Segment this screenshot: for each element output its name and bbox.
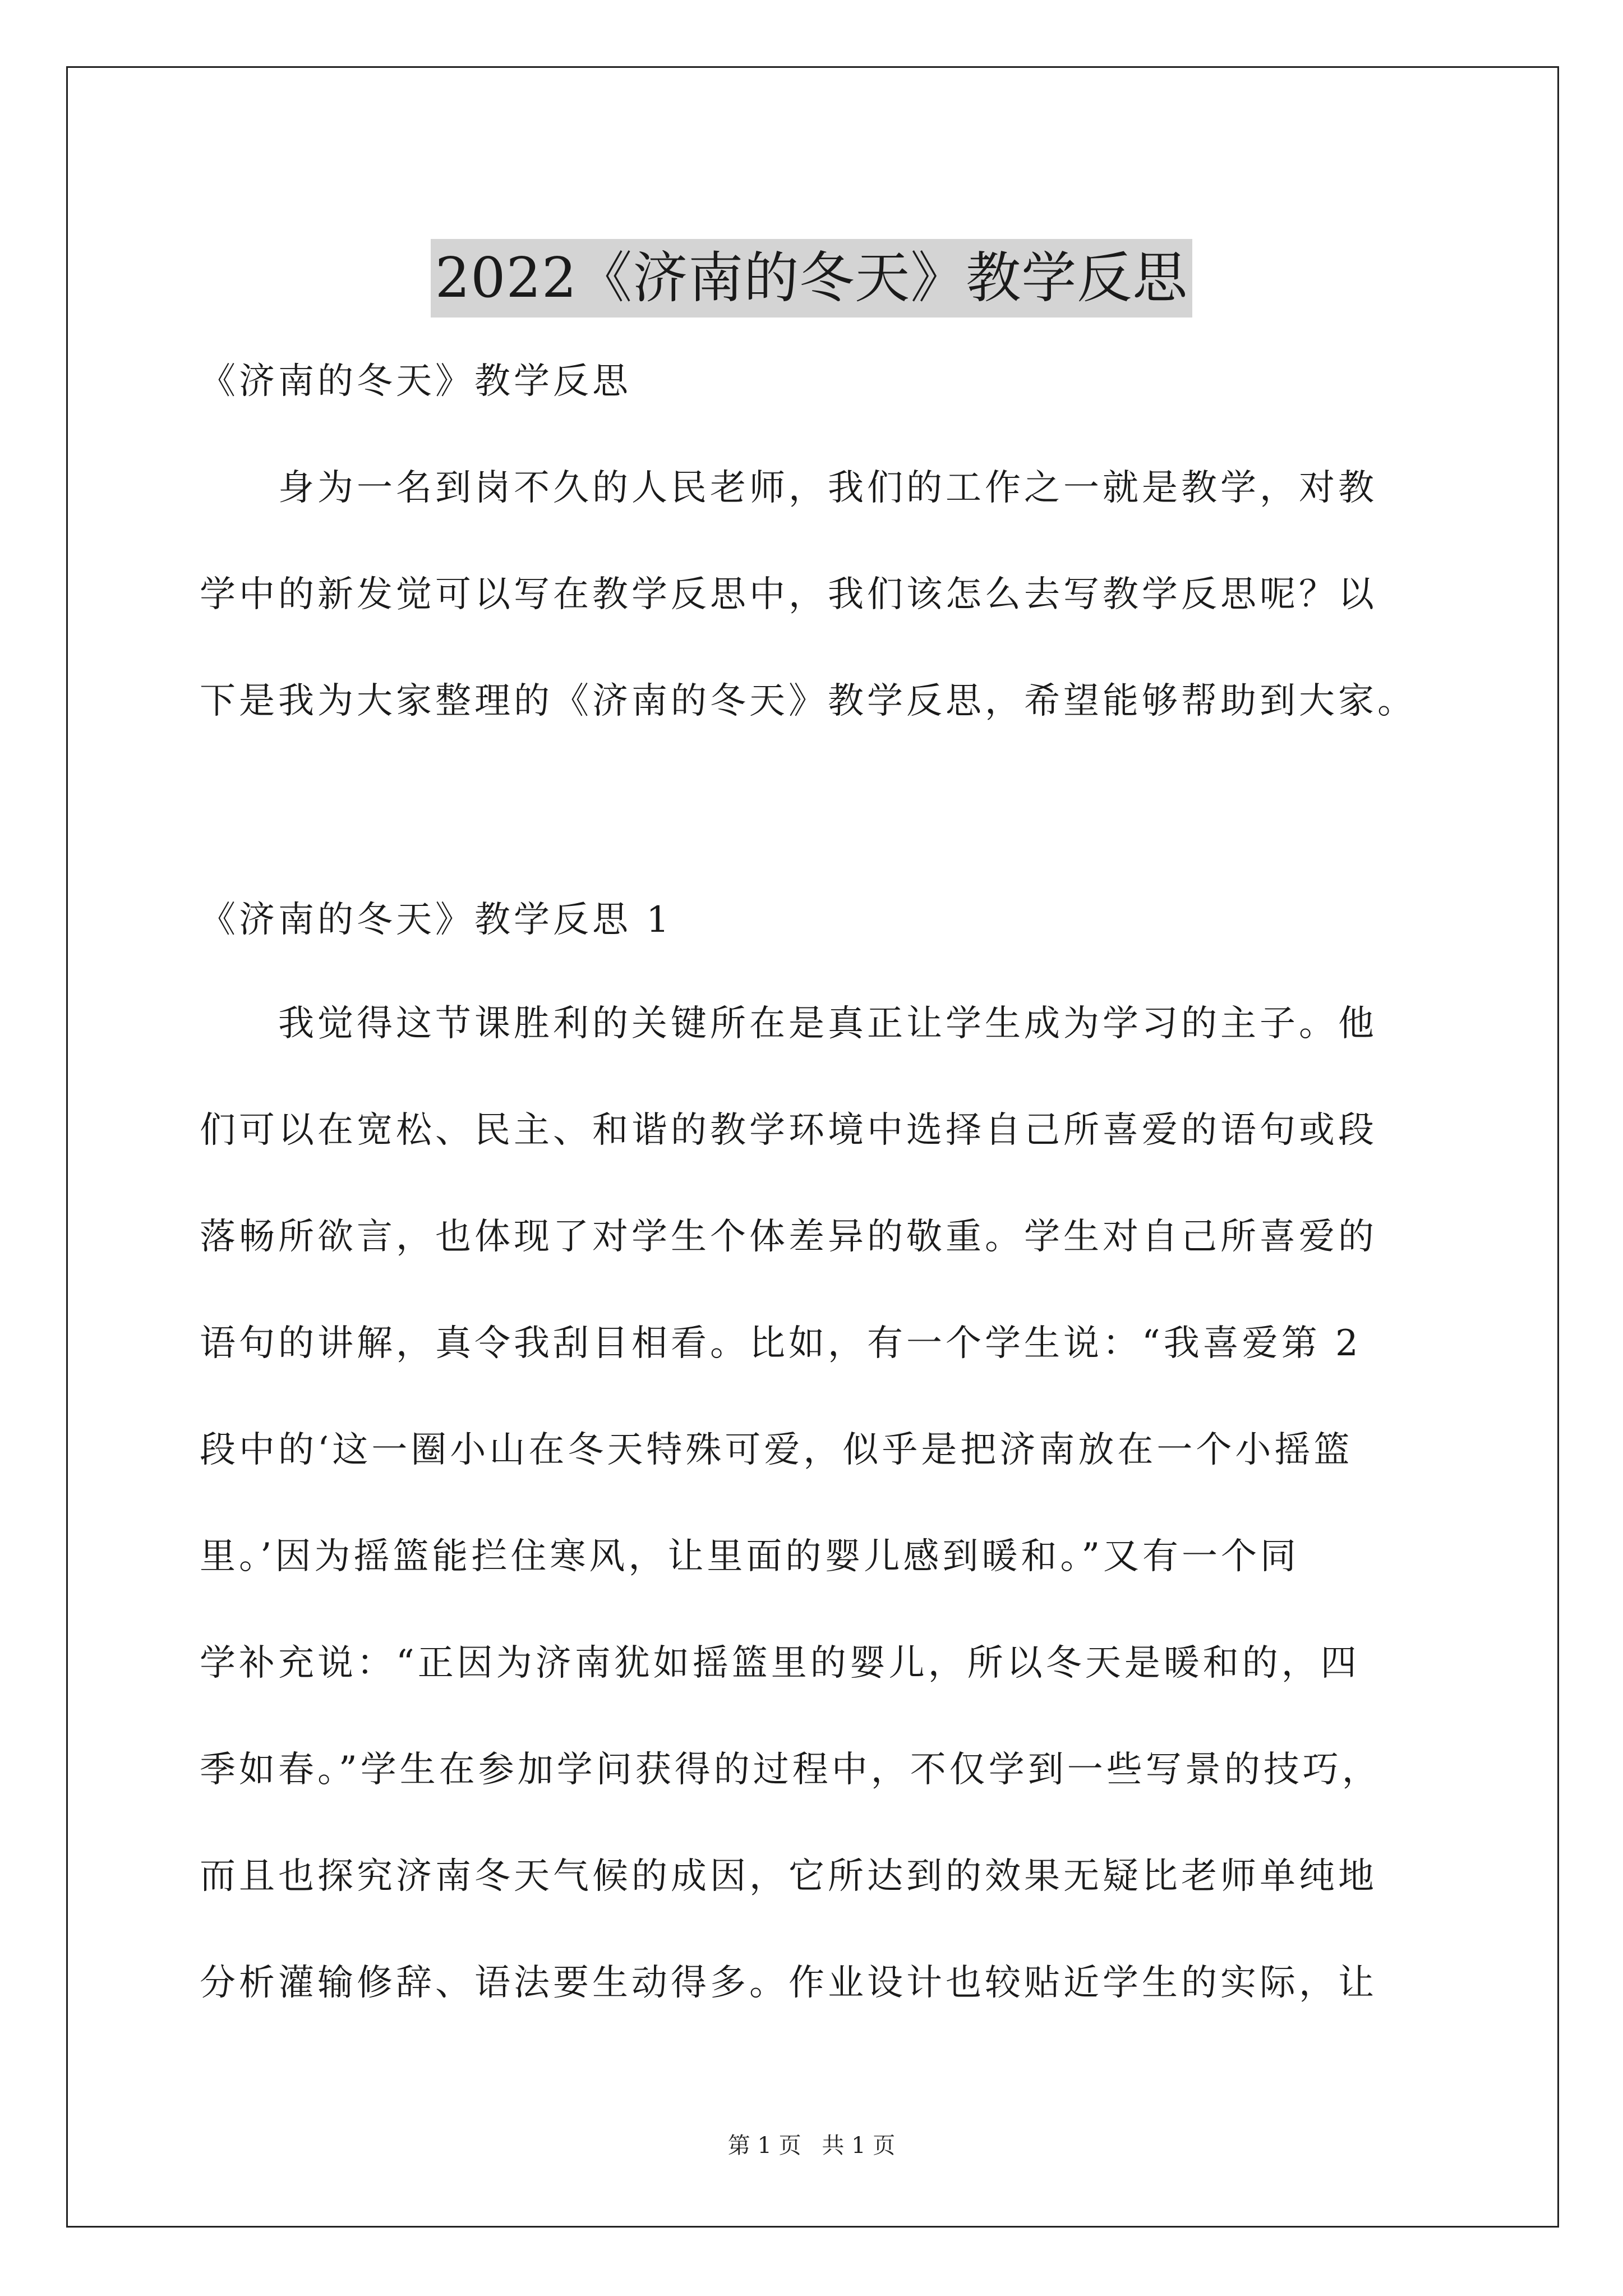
paragraph-line: 分析灌输修辞、语法要生动得多。作业设计也较贴近学生的实际，让 (200, 1962, 1377, 2004)
paragraph-line: 而且也探究济南冬天气候的成因，它所达到的效果无疑比老师单纯地 (200, 1856, 1377, 1897)
paragraph-line: 身为一名到岗不久的人民老师，我们的工作之一就是教学，对教 (200, 467, 1377, 509)
document-title: 2022《济南的冬天》教学反思 (431, 239, 1192, 318)
page-number: 第 1 页 (727, 2133, 801, 2159)
page-total: 共 1 页 (822, 2133, 896, 2159)
page-footer (0, 2132, 1623, 2160)
title-container (0, 202, 1623, 354)
section-heading: 《济南的冬天》教学反思 1 (200, 899, 673, 941)
paragraph-line: 们可以在宽松、民主、和谐的教学环境中选择自己所喜爱的语句或段 (200, 1110, 1377, 1151)
paragraph-line: 段中的‘这一圈小山在冬天特殊可爱，似乎是把济南放在一个小摇篮 (200, 1429, 1353, 1471)
paragraph-line: 里。’因为摇篮能拦住寒风，让里面的婴儿感到暖和。”又有一个同 (200, 1536, 1300, 1577)
section-heading: 《济南的冬天》教学反思 (200, 361, 631, 402)
paragraph-line: 我觉得这节课胜利的关键所在是真正让学生成为学习的主子。他 (200, 1003, 1377, 1045)
paragraph-line: 学中的新发觉可以写在教学反思中，我们该怎么去写教学反思呢？以 (200, 574, 1377, 615)
paragraph-line: 下是我为大家整理的《济南的冬天》教学反思，希望能够帮助到大家。 (200, 680, 1417, 722)
paragraph-line: 学补充说：“正因为济南犹如摇篮里的婴儿，所以冬天是暖和的，四 (200, 1642, 1360, 1684)
paragraph-line: 季如春。”学生在参加学问获得的过程中，不仅学到一些写景的技巧， (200, 1749, 1381, 1791)
paragraph-line: 语句的讲解，真令我刮目相看。比如，有一个学生说：“我喜爱第 2 (200, 1323, 1362, 1364)
paragraph-line: 落畅所欲言，也体现了对学生个体差异的敬重。学生对自己所喜爱的 (200, 1216, 1377, 1258)
